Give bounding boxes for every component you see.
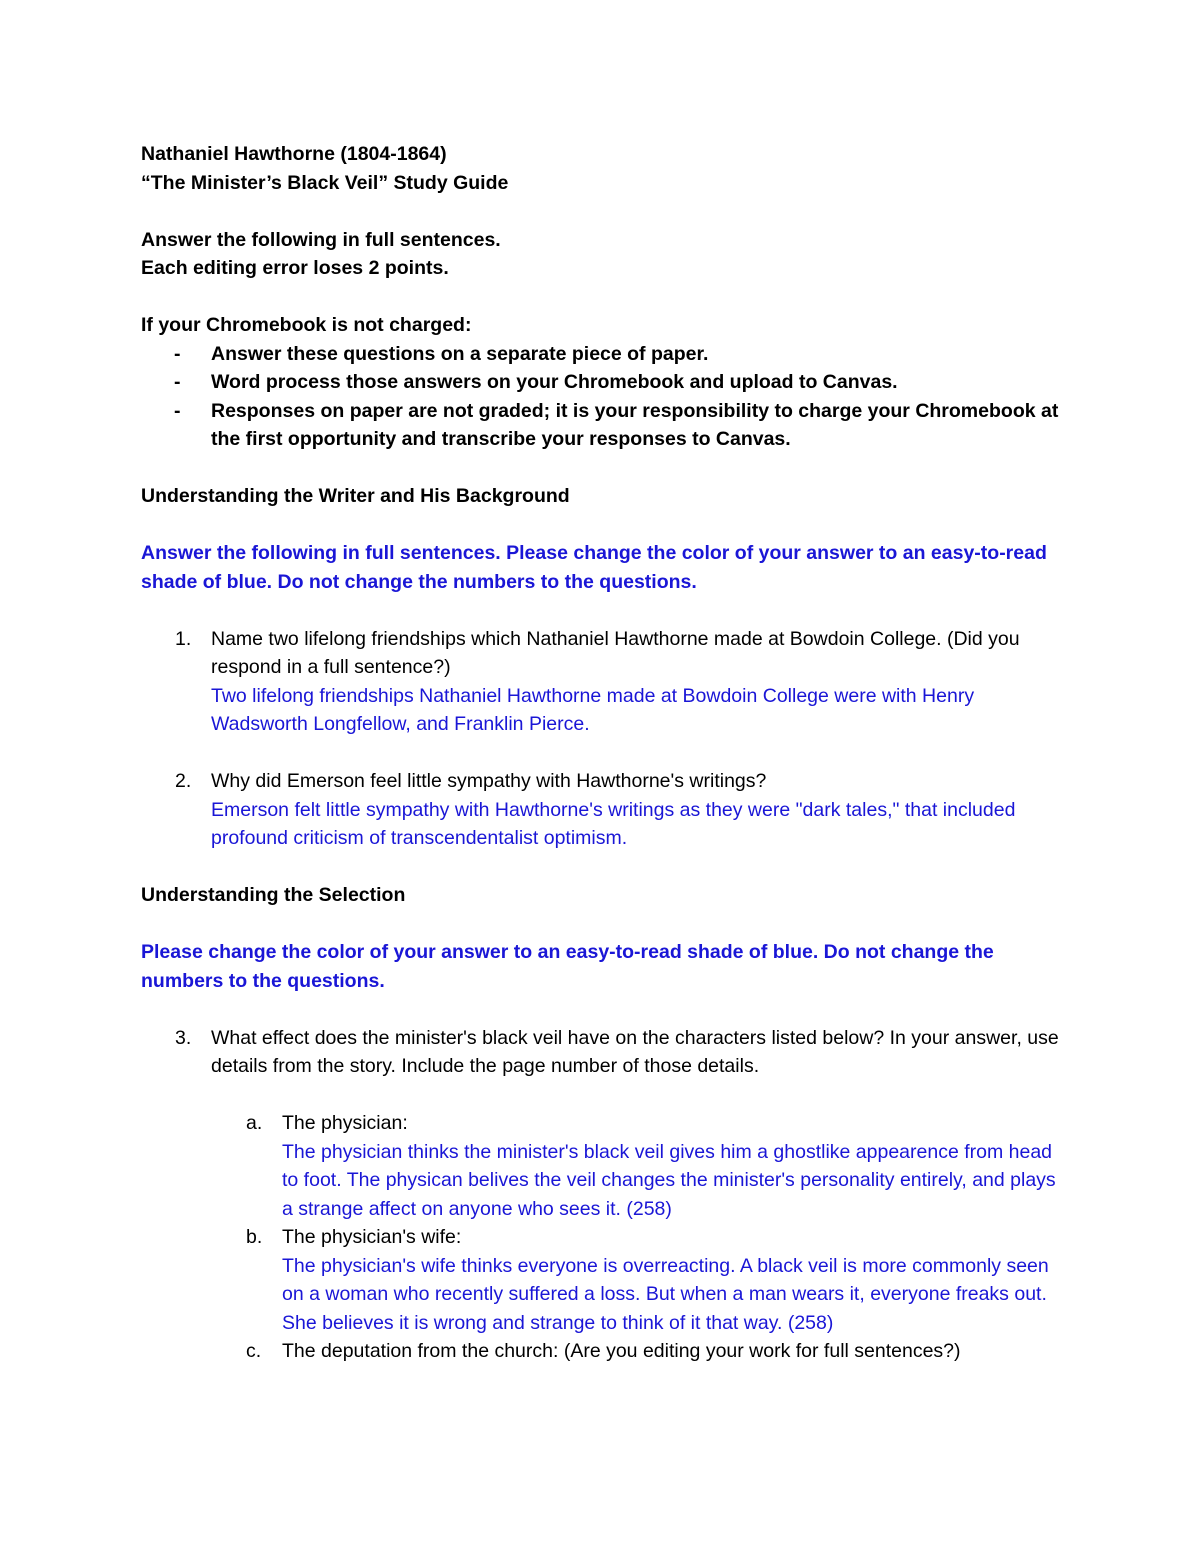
dash-bullet: -: [174, 399, 181, 422]
question-number: 1.: [175, 627, 192, 650]
section-note-selection: Please change the color of your answer to an easy-to-read shade of blue. Do not change the numbers to the questions.: [141, 941, 994, 992]
dash-bullet: -: [174, 371, 181, 393]
list-item-text: Responses on paper are not graded; it is your responsibility to charge your Chromebook at the first opportunity and transcribe your responses to Canvas.: [211, 399, 1059, 450]
sub-question-label: The physician:: [282, 1112, 408, 1134]
question-number: 2.: [175, 770, 192, 792]
list-item: [141, 340, 1071, 369]
question-3a: [141, 1109, 1071, 1223]
question-2: [141, 767, 1071, 853]
question-text: Name two lifelong friendships which Nathaniel Hawthorne made at Bowdoin College. (Did you respond in a full sentence?): [211, 627, 1020, 678]
question-3: [141, 1024, 1071, 1081]
document-body: [141, 140, 1071, 1366]
section-note-writer: Answer the following in full sentences. Please change the color of your answer to an easy-to-read shade of blue. Do not change the numbers to the questions.: [141, 542, 1047, 593]
sub-question-letter: a.: [246, 1112, 263, 1134]
list-item: [141, 397, 1071, 454]
chromebook-instructions-list: [141, 340, 1071, 454]
sub-question-letter: b.: [246, 1226, 263, 1248]
question-number: 3.: [175, 1026, 192, 1049]
question-text: Why did Emerson feel little sympathy with Hawthorne's writings?: [211, 770, 767, 792]
dash-bullet: -: [174, 342, 181, 365]
question-1: [141, 625, 1071, 739]
list-item-text: Word process those answers on your Chromebook and upload to Canvas.: [211, 371, 898, 393]
answer-text[interactable]: The physician thinks the minister's black veil gives him a ghostlike appearence from head to foot. The physican belives the veil changes the minister's personality entirely, and plays a strange affect on anyone who sees it. (258): [282, 1140, 1056, 1220]
section-heading-selection: Understanding the Selection: [141, 884, 406, 906]
question-3c: [141, 1337, 1071, 1366]
answer-text[interactable]: Emerson felt little sympathy with Hawthorne's writings as they were "dark tales," that included profound criticism of transcendentalist optimism.: [211, 798, 1016, 849]
document-title: “The Minister’s Black Veil” Study Guide: [141, 171, 509, 194]
question-text: What effect does the minister's black veil have on the characters listed below? In your answer, use details from the story. Include the page number of those details.: [211, 1026, 1059, 1077]
instruction-editing-error: Each editing error loses 2 points.: [141, 257, 449, 279]
answer-text[interactable]: The physician's wife thinks everyone is overreacting. A black veil is more commonly seen on a woman who recently suffered a loss. But when a man wears it, everyone freaks out. She believes it is wrong and strange to think of it that way. (258): [282, 1254, 1049, 1334]
list-item: [141, 368, 1071, 397]
section-heading-writer: Understanding the Writer and His Background: [141, 485, 570, 507]
instruction-full-sentences: Answer the following in full sentences.: [141, 228, 501, 251]
sub-question-letter: c.: [246, 1340, 262, 1362]
author-line: Nathaniel Hawthorne (1804-1864): [141, 143, 447, 165]
sub-question-label: The physician's wife:: [282, 1226, 462, 1248]
sub-question-label: The deputation from the church: (Are you editing your work for full sentences?): [282, 1340, 961, 1362]
question-3b: [141, 1223, 1071, 1337]
list-item-text: Answer these questions on a separate piece of paper.: [211, 342, 709, 365]
answer-text[interactable]: Two lifelong friendships Nathaniel Hawthorne made at Bowdoin College were with Henry Wadsworth Longfellow, and Franklin Pierce.: [211, 684, 975, 735]
chromebook-heading: If your Chromebook is not charged:: [141, 314, 472, 336]
